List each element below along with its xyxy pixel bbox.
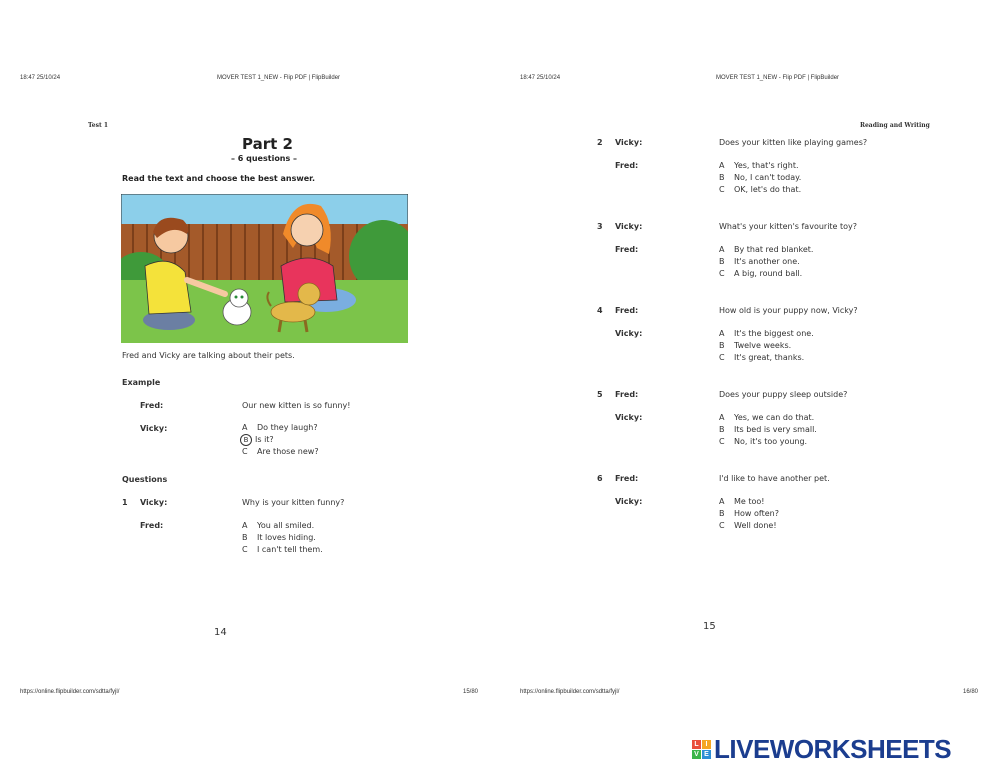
print-url: https://online.flipbuilder.com/sdtta/fyjl/ <box>20 689 120 695</box>
q6-line: I'd like to have another pet. <box>719 474 830 483</box>
option-letter: C <box>719 521 725 530</box>
q5-speaker-1: Fred: <box>615 390 639 399</box>
part-subtitle: – 6 questions – <box>231 154 298 163</box>
q1-option-c[interactable] <box>242 545 323 554</box>
logo-cell: V <box>692 750 701 759</box>
section-label: Reading and Writing <box>860 122 930 129</box>
q5-speaker-2: Vicky: <box>615 413 643 422</box>
question-number: 5 <box>597 390 603 399</box>
option-letter: A <box>242 423 248 432</box>
q4-line: How old is your puppy now, Vicky? <box>719 306 858 315</box>
option-text: It's another one. <box>734 257 800 266</box>
option-text: I can't tell them. <box>257 545 323 554</box>
logo-cell: L <box>692 740 701 749</box>
q1-option-b[interactable] <box>242 533 316 542</box>
print-datetime: 18:47 25/10/24 <box>520 75 561 81</box>
option-letter: C <box>719 437 725 446</box>
q2-option-b[interactable] <box>719 173 801 182</box>
option-text: Is it? <box>255 435 274 444</box>
option-letter: B <box>719 425 725 434</box>
question-number: 6 <box>597 474 603 483</box>
illustration-caption: Fred and Vicky are talking about their pets. <box>122 351 295 360</box>
option-letter: A <box>719 497 725 506</box>
page-number: 15 <box>703 621 716 632</box>
test-label: Test 1 <box>88 122 109 129</box>
q4-option-a[interactable] <box>719 329 814 338</box>
print-page-count: 15/80 <box>463 689 479 695</box>
option-letter: B <box>719 257 725 266</box>
q3-option-b[interactable] <box>719 257 800 266</box>
q3-option-c[interactable] <box>719 269 802 278</box>
q1-line: Why is your kitten funny? <box>242 498 345 507</box>
q5-option-c[interactable] <box>719 437 807 446</box>
logo-text: LIVEWORKSHEETS <box>714 734 952 764</box>
liveworksheets-logo[interactable] <box>692 734 951 765</box>
option-letter: B <box>242 533 248 542</box>
option-text: Do they laugh? <box>257 423 318 432</box>
option-letter: A <box>719 329 725 338</box>
option-text: A big, round ball. <box>734 269 803 278</box>
q2-option-a[interactable] <box>719 161 799 170</box>
print-title: MOVER TEST 1_NEW - Flip PDF | FlipBuilder <box>716 75 840 81</box>
q1-speaker-1: Vicky: <box>140 498 168 507</box>
option-text: Twelve weeks. <box>734 341 792 350</box>
logo-cell: I <box>702 740 711 749</box>
q4-speaker-2: Vicky: <box>615 329 643 338</box>
q5-option-b[interactable] <box>719 425 817 434</box>
q1-option-a[interactable] <box>242 521 314 530</box>
option-text: Well done! <box>734 521 777 530</box>
example-option-b <box>242 434 274 446</box>
option-text: OK, let's do that. <box>734 185 802 194</box>
example-speaker-2: Vicky: <box>140 424 168 433</box>
option-text: Yes, we can do that. <box>734 413 815 422</box>
q3-line: What's your kitten's favourite toy? <box>719 222 858 231</box>
q2-option-c[interactable] <box>719 185 801 194</box>
q2-speaker-1: Vicky: <box>615 138 643 147</box>
option-text: How often? <box>734 509 779 518</box>
option-text: Yes, that's right. <box>734 161 799 170</box>
option-text: Me too! <box>734 497 765 506</box>
q3-speaker-2: Fred: <box>615 245 639 254</box>
q6-option-c[interactable] <box>719 521 777 530</box>
question-number: 1 <box>122 498 128 507</box>
q5-option-a[interactable] <box>719 413 814 422</box>
option-letter: C <box>242 545 248 554</box>
example-option-c <box>242 447 319 456</box>
question-number: 3 <box>597 222 603 231</box>
part-title: Part 2 <box>242 135 293 153</box>
q2-speaker-2: Fred: <box>615 161 639 170</box>
example-speaker-1: Fred: <box>140 401 164 410</box>
option-letter: C <box>719 353 725 362</box>
option-text: No, it's too young. <box>734 437 808 446</box>
instruction: Read the text and choose the best answer. <box>122 174 316 183</box>
option-text: By that red blanket. <box>734 245 814 254</box>
print-datetime: 18:47 25/10/24 <box>20 75 61 81</box>
option-letter: B <box>719 341 725 350</box>
example-line: Our new kitten is so funny! <box>242 401 351 410</box>
circled-answer: B <box>240 434 252 446</box>
q4-option-c[interactable] <box>719 353 804 362</box>
option-letter: B <box>719 173 725 182</box>
q3-option-a[interactable] <box>719 245 813 254</box>
example-heading: Example <box>122 378 161 387</box>
q2-line: Does your kitten like playing games? <box>719 138 868 147</box>
question-number: 4 <box>597 306 603 315</box>
option-letter: C <box>242 447 248 456</box>
option-letter: A <box>719 413 725 422</box>
kids-pets-illustration <box>121 194 408 343</box>
option-text: Its bed is very small. <box>734 425 817 434</box>
q1-speaker-2: Fred: <box>140 521 164 530</box>
option-letter: A <box>242 521 248 530</box>
q6-speaker-1: Fred: <box>615 474 639 483</box>
logo-grid-icon <box>692 740 711 759</box>
q6-option-a[interactable] <box>719 497 765 506</box>
option-text: No, I can't today. <box>734 173 802 182</box>
print-page-count: 16/80 <box>963 689 979 695</box>
option-letter: A <box>719 245 725 254</box>
questions-heading: Questions <box>122 475 168 484</box>
logo-cell: E <box>702 750 711 759</box>
print-title: MOVER TEST 1_NEW - Flip PDF | FlipBuilder <box>217 75 341 81</box>
option-text: It loves hiding. <box>257 533 316 542</box>
option-text: You all smiled. <box>257 521 315 530</box>
example-option-a <box>242 423 318 432</box>
option-text: Are those new? <box>257 447 319 456</box>
q4-option-b[interactable] <box>719 341 791 350</box>
print-url: https://online.flipbuilder.com/sdtta/fyjl/ <box>520 689 620 695</box>
option-letter: B <box>719 509 725 518</box>
question-number: 2 <box>597 138 603 147</box>
option-text: It's great, thanks. <box>734 353 805 362</box>
q4-speaker-1: Fred: <box>615 306 639 315</box>
page-number: 14 <box>214 627 227 638</box>
option-letter: C <box>719 185 725 194</box>
option-text: It's the biggest one. <box>734 329 814 338</box>
option-letter: A <box>719 161 725 170</box>
option-letter: C <box>719 269 725 278</box>
q6-speaker-2: Vicky: <box>615 497 643 506</box>
q6-option-b[interactable] <box>719 509 779 518</box>
q5-line: Does your puppy sleep outside? <box>719 390 848 399</box>
q3-speaker-1: Vicky: <box>615 222 643 231</box>
